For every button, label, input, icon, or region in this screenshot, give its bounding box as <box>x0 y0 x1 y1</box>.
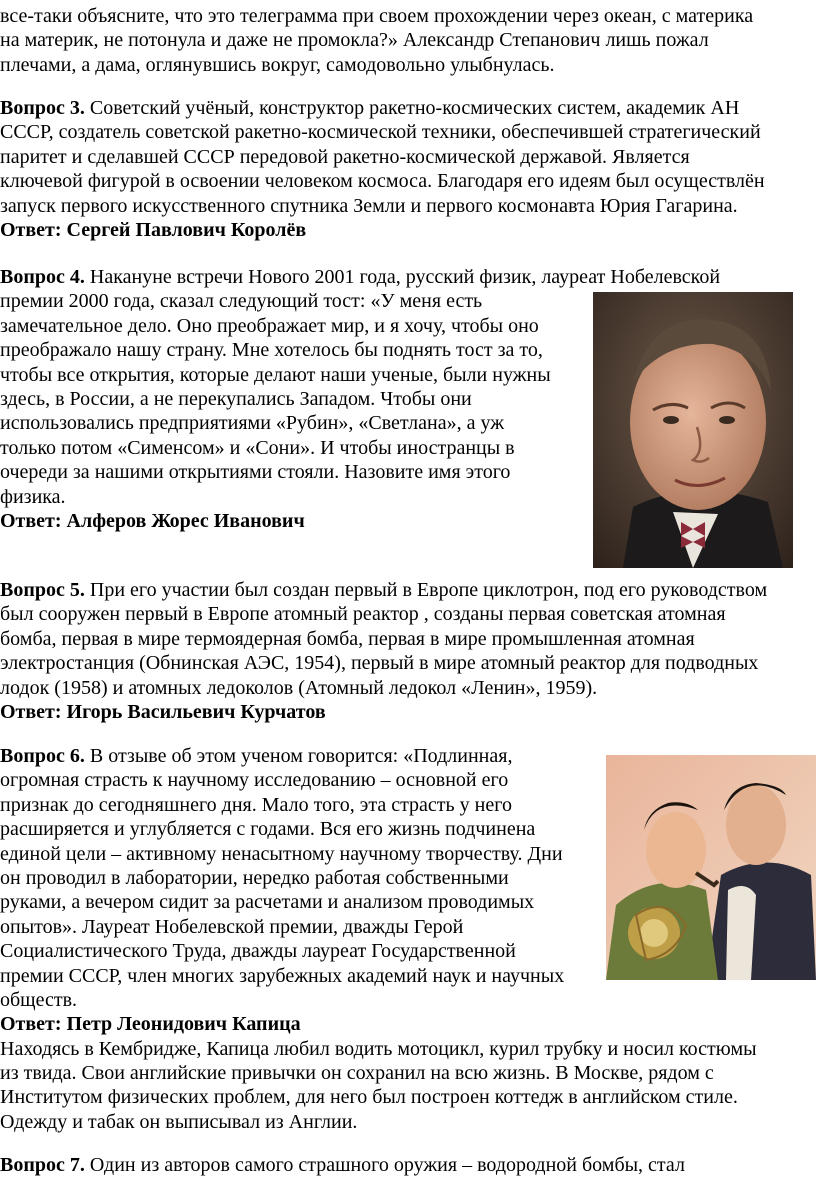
text-line: бомба, первая в мире термоядерная бомба, первая в мире промышленная атомная <box>0 627 695 650</box>
question-3 <box>0 96 765 242</box>
question-label: Вопрос 5. <box>0 579 85 601</box>
text-line: физика. <box>0 485 66 508</box>
text-line: паритет и сделавшей СССР передовой ракетно-космической державой. Является <box>0 145 690 168</box>
text-line: использовались предприятиями «Рубин», «Светлана», а уж <box>0 412 505 435</box>
text-line: огромная страсть к научному исследованию – основной его <box>0 769 509 792</box>
text-line: здесь, в России, а не перекупались Западом. Чтобы они <box>0 387 472 410</box>
text-line: Советский учёный, конструктор ракетно-космических систем, академик АН <box>84 97 740 119</box>
answer-text: Ответ: Сергей Павлович Королёв <box>0 218 307 241</box>
text-line: премии 2000 года, сказал следующий тост: «У меня есть <box>0 290 483 313</box>
text-line: Находясь в Кембридже, Капица любил водить мотоцикл, курил трубку и носил костюмы <box>0 1037 757 1060</box>
text-line: обществ. <box>0 988 78 1011</box>
question-label: Вопрос 3. <box>0 97 85 119</box>
text-line: руками, а вечером сидит за расчетами и анализом проводимых <box>0 891 535 914</box>
text-line: запуск первого искусственного спутника Земли и первого космонавта Юрия Гагарина. <box>0 194 738 217</box>
answer-text: Ответ: Игорь Васильевич Курчатов <box>0 700 326 723</box>
text-line: Одежду и табак он выписывал из Англии. <box>0 1110 358 1133</box>
text-line: очереди за нашими открытиями стояли. Назовите имя этого <box>0 461 511 484</box>
text-line: только потом «Сименсом» и «Сони». И чтобы иностранцы в <box>0 436 515 459</box>
question-label: Вопрос 4. <box>0 266 85 288</box>
question-5 <box>0 578 767 724</box>
text-line: чтобы все открытия, которые делают наши ученые, были нужны <box>0 363 551 386</box>
question-7 <box>0 1153 685 1177</box>
text-line: на материк, не потонула и даже не промокла?» Александр Степанович лишь пожал <box>0 29 709 52</box>
text-line: лодок (1958) и атомных ледоколов (Атомный ледокол «Ленин», 1959). <box>0 676 598 699</box>
text-line: Один из авторов самого страшного оружия – водородной бомбы, стал <box>84 1154 685 1176</box>
text-line: был сооружен первый в Европе атомный реактор , созданы первая советская атомная <box>0 603 726 626</box>
text-line: премии СССР, член многих зарубежных академий наук и научных <box>0 964 565 987</box>
text-line: он проводил в лаборатории, нередко работая собственными <box>0 866 509 889</box>
text-line: Институтом физических проблем, для него был построен коттедж в английском стиле. <box>0 1086 738 1109</box>
text-line: плечами, а дама, оглянувшись вокруг, самодовольно улыбнулась. <box>0 53 555 76</box>
text-line: преображало нашу страну. Мне хотелось бы поднять тост за то, <box>0 339 543 362</box>
text-line: Накануне встречи Нового 2001 года, русский физик, лауреат Нобелевской <box>84 266 721 288</box>
answer-text: Ответ: Алферов Жорес Иванович <box>0 509 305 532</box>
text-line: электростанция (Обнинская АЭС, 1954), первый в мире атомный реактор для подводных <box>0 652 759 675</box>
question-label: Вопрос 6. <box>0 745 85 767</box>
text-line: Социалистического Труда, дважды лауреат Государственной <box>0 940 516 963</box>
text-line: из твида. Свои английские привычки он сохранил на всю жизнь. В Москве, рядом с <box>0 1062 714 1085</box>
intro-paragraph <box>0 4 753 77</box>
text-line: все-таки объясните, что это телеграмма при своем прохождении через океан, с материка <box>0 5 754 27</box>
portrait-photo <box>593 292 793 568</box>
painting-image <box>606 755 816 980</box>
text-line: признак до сегодняшнего дня. Мало того, эта страсть у него <box>0 793 512 816</box>
text-line: При его участии был создан первый в Европе циклотрон, под его руководством <box>84 579 768 601</box>
text-line: расширяется и углубляется с годами. Вся его жизнь подчинена <box>0 818 536 841</box>
text-line: В отзыве об этом ученом говорится: «Подлинная, <box>84 745 513 767</box>
text-line: опытов». Лауреат Нобелевской премии, дважды Герой <box>0 915 464 938</box>
text-line: ключевой фигурой в освоении человеком космоса. Благодаря его идеям был осуществлён <box>0 170 765 193</box>
text-line: СССР, создатель советской ракетно-космической техники, обеспечившей стратегический <box>0 121 761 144</box>
question-label: Вопрос 7. <box>0 1154 85 1176</box>
answer-text: Ответ: Петр Леонидович Капица <box>0 1013 301 1036</box>
text-line: единой цели – активному ненасытному научному творчеству. Дни <box>0 842 563 865</box>
text-line: замечательное дело. Оно преображает мир, и я хочу, чтобы оно <box>0 314 539 337</box>
